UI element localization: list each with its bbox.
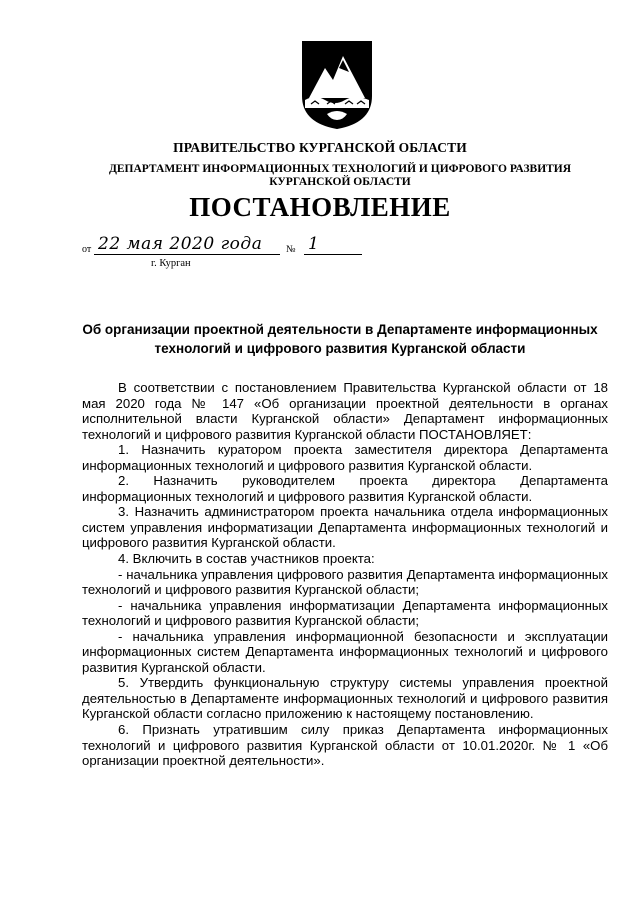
handwritten-number: 1 (308, 234, 319, 254)
paragraph-item-2: 2. Назначить руководителем проекта директора Департамента информационных технологий и цифрового развития Курганской области. (82, 473, 608, 504)
number-label: № (286, 244, 296, 255)
city-label: г. Курган (151, 258, 191, 269)
department-name-line2: КУРГАНСКОЙ ОБЛАСТИ (269, 176, 411, 188)
paragraph-preamble: В соответствии с постановлением Правительства Курганской области от 18 мая 2020 года № 147 «Об организации проектной деятельности в органах исполнительной власти Курганской области» Департамент информационных технологий и цифрового развития Курганской области ПОСТАНОВЛЯЕТ: (82, 380, 608, 442)
department-name (60, 163, 620, 189)
paragraph-item-4-sub-1: - начальника управления цифрового развития Департамента информационных технологий и цифрового развития Курганской области; (82, 566, 608, 598)
date-underline (94, 254, 280, 255)
number-underline (304, 254, 362, 255)
paragraph-item-4: 4. Включить в состав участников проекта: (118, 551, 375, 567)
paragraph-item-6: 6. Признать утратившим силу приказ Департамента информационных технологий и цифрового развития Курганской области от 10.01.2020г. № 1 «Об организации проектной деятельности». (82, 722, 608, 769)
paragraph-item-4-sub-3: - начальника управления информационной безопасности и эксплуатации информационных систем Департамента информационных технологий и цифрового развития Курганской области. (82, 628, 608, 675)
document-type: ПОСТАНОВЛЕНИЕ (189, 192, 451, 222)
date-number-line (82, 234, 382, 258)
date-from-label: от (82, 244, 92, 255)
paragraph-item-3: 3. Назначить администратором проекта начальника отдела информационных систем управления информатизации Департамента информационных технологий и цифрового развития Курганской области. (82, 504, 608, 551)
document-title: Об организации проектной деятельности в Департаменте информационных технологий и цифрового развития Курганской области (82, 322, 598, 356)
handwritten-date: 22 мая 2020 года (98, 234, 263, 254)
paragraph-item-4-sub-2: - начальника управления информатизации Департамента информационных технологий и цифрового развития Курганской области; (82, 597, 608, 629)
kurgan-oblast-coat-of-arms-icon (299, 38, 375, 130)
paragraph-item-5: 5. Утвердить функциональную структуру системы управления проектной деятельностью в Департаменте информационных технологий и цифрового развития Курганской области согласно приложению к настоящему постановлению. (82, 675, 608, 722)
paragraph-item-1: 1. Назначить куратором проекта заместителя директора Департамента информационных технологий и цифрового развития Курганской области. (82, 442, 608, 473)
government-name: ПРАВИТЕЛЬСТВО КУРГАНСКОЙ ОБЛАСТИ (173, 140, 467, 155)
document-body (82, 380, 608, 769)
department-name-line1: ДЕПАРТАМЕНТ ИНФОРМАЦИОННЫХ ТЕХНОЛОГИЙ И ЦИФРОВОГО РАЗВИТИЯ (108, 163, 572, 175)
